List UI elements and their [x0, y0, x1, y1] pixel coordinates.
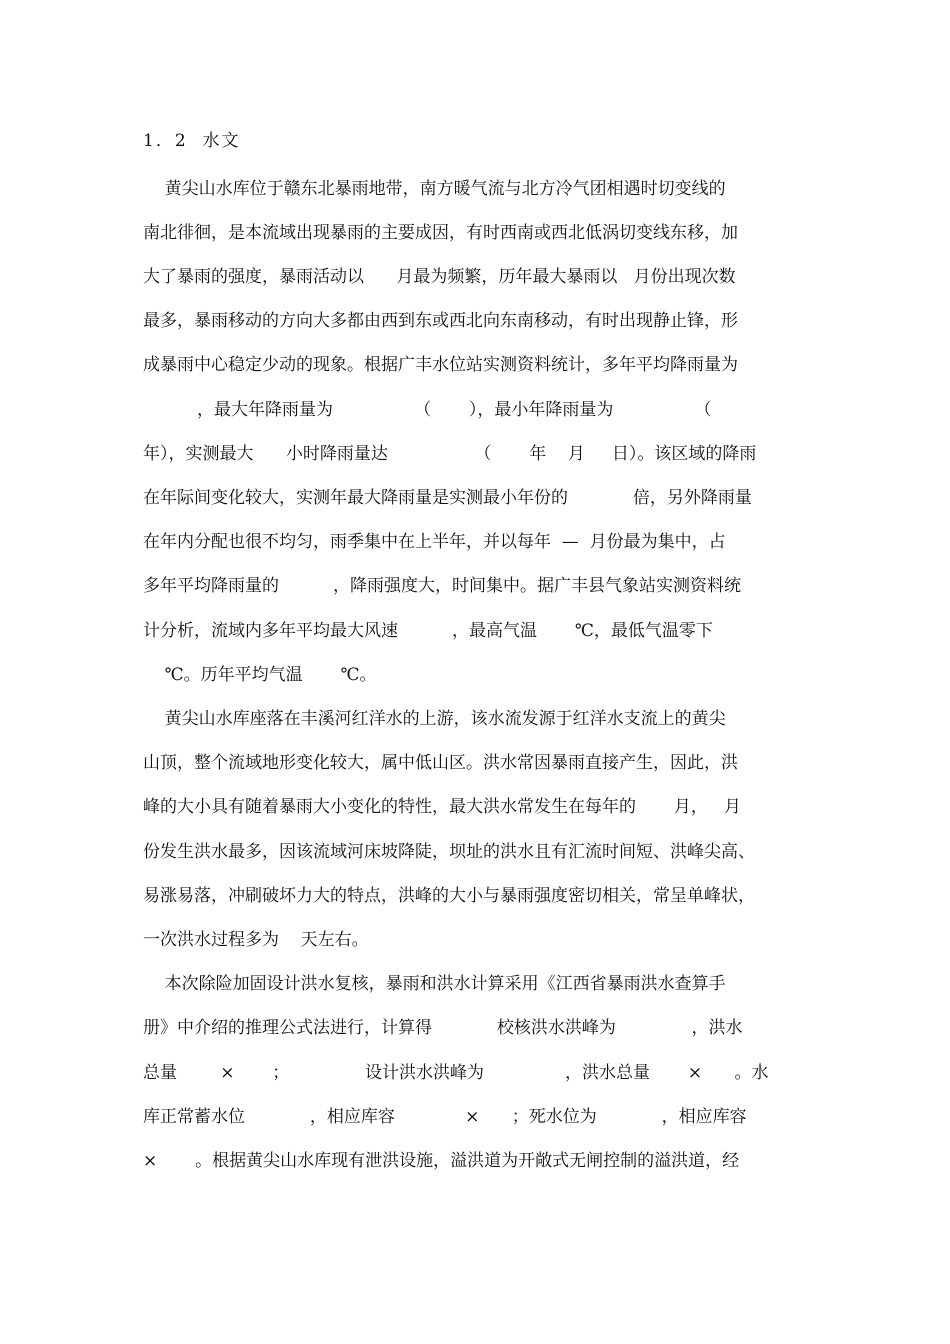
text-line: ，最大年降雨量为 （ ），最小年降雨量为 （	[143, 400, 712, 420]
text-line: 南北徘徊，是本流域出现暴雨的主要成因，有时西南或西北低涡切变线东移，加	[143, 223, 738, 243]
text-line: 在年内分配也很不均匀，雨季集中在上半年，并以每年 — 月份最为集中，占	[143, 532, 726, 552]
text-line: 峰的大小具有随着暴雨大小变化的特性，最大洪水常发生在每年的 月， 月	[143, 797, 742, 817]
text-line: 计分析，流域内多年平均最大风速 ，最高气温 ℃，最低气温零下	[143, 621, 713, 641]
text-line: 黄尖山水库位于赣东北暴雨地带，南方暖气流与北方冷气团相遇时切变线的	[143, 179, 726, 199]
text-line: 册》中介绍的推理公式法进行，计算得 校核洪水洪峰为 ，洪水	[143, 1018, 743, 1038]
text-line: 在年际间变化较大，实测年最大降雨量是实测最小年份的 倍，另外降雨量	[143, 488, 752, 508]
text-line: 一次洪水过程多为 天左右。	[143, 930, 369, 950]
text-line: ℃。历年平均气温 ℃。	[143, 665, 377, 685]
text-line: 最多，暴雨移动的方向大多都由西到东或西北向东南移动，有时出现静止锋，形	[143, 311, 738, 331]
text-line: 份发生洪水最多，因该流域河床坡降陡，坝址的洪水且有汇流时间短、洪峰尖高、	[143, 842, 755, 862]
text-line: 成暴雨中心稳定少动的现象。根据广丰水位站实测资料统计，多年平均降雨量为	[143, 355, 738, 375]
text-line: 山顶，整个流域地形变化较大，属中低山区。洪水常因暴雨直接产生，因此，洪	[143, 753, 738, 773]
text-line: 年），实测最大 小时降雨量达 （ 年 月 日）。该区域的降雨	[143, 444, 757, 464]
text-line: 总量 × ； 设计洪水洪峰为 ，洪水总量 × 。水	[143, 1063, 769, 1083]
text-line: × 。根据黄尖山水库现有泄洪设施，溢洪道为开敞式无闸控制的溢洪道，经	[143, 1151, 740, 1171]
text-line: 多年平均降雨量的 ，降雨强度大，时间集中。据广丰县气象站实测资料统	[143, 576, 742, 596]
text-line: 易涨易落，冲刷破坏力大的特点，洪峰的大小与暴雨强度密切相关，常呈单峰状，	[143, 886, 755, 906]
text-line: 黄尖山水库座落在丰溪河红洋水的上游，该水流发源于红洋水支流上的黄尖	[143, 709, 726, 729]
text-line: 大了暴雨的强度，暴雨活动以 月最为频繁，历年最大暴雨以 月份出现次数	[143, 267, 736, 287]
text-line: 本次除险加固设计洪水复核，暴雨和洪水计算采用《江西省暴雨洪水查算手	[143, 974, 726, 994]
section-heading: 1．2 水文	[143, 131, 241, 151]
text-line: 库正常蓄水位 ，相应库容 × ；死水位为 ，相应库容	[143, 1107, 747, 1127]
